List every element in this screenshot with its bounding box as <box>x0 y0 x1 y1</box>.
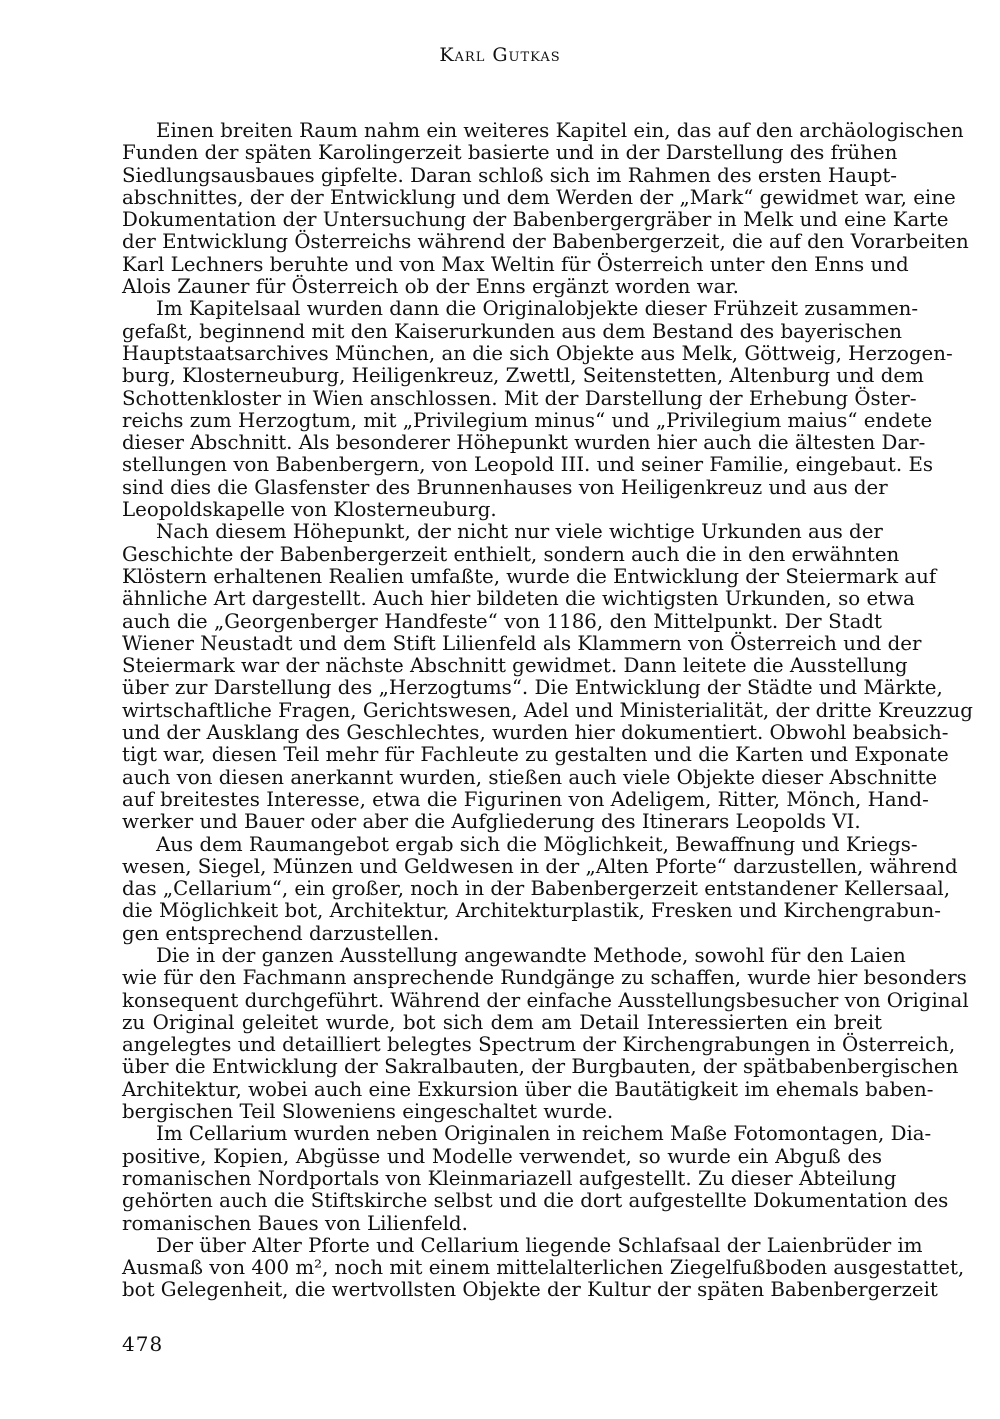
text-line: ähnliche Art dargestellt. Auch hier bildeten die wichtigsten Urkunden, so etwa <box>122 587 915 611</box>
text-line: zu Original geleitet wurde, bot sich dem am Detail Interessierten ein breit <box>122 1010 882 1034</box>
paragraph <box>122 119 969 299</box>
paragraph <box>122 943 969 1124</box>
text-line: gen entsprechend darzustellen. <box>122 921 440 945</box>
text-line: Nach diesem Höhepunkt, der nicht nur viele wichtige Urkunden aus der <box>156 520 883 544</box>
text-line: die Möglichkeit bot, Architektur, Architekturplastik, Fresken und Kirchengrabun- <box>122 899 941 923</box>
text-line: Leopoldskapelle von Klosterneuburg. <box>122 498 497 522</box>
text-line: bergischen Teil Sloweniens eingeschaltet wurde. <box>122 1100 614 1124</box>
text-line: burg, Klosterneuburg, Heiligenkreuz, Zwettl, Seitenstetten, Altenburg und dem <box>122 364 924 388</box>
text-line: Schottenkloster in Wien anschlossen. Mit der Darstellung der Erhebung Öster- <box>122 386 917 410</box>
text-line: abschnittes, der der Entwicklung und dem Werden der „Mark“ gewidmet war, eine <box>122 185 956 209</box>
text-line: romanischen Baues von Lilienfeld. <box>122 1211 468 1235</box>
text-line: Funden der späten Karolingerzeit basierte und in der Darstellung des frühen <box>122 141 898 165</box>
text-line: Hauptstaatsarchives München, an die sich Objekte aus Melk, Göttweig, Herzogen- <box>122 341 953 365</box>
text-line: auf breitestes Interesse, etwa die Figurinen von Adeligem, Ritter, Mönch, Hand- <box>122 787 929 811</box>
text-line: Architektur, wobei auch eine Exkursion über die Bautätigkeit im ehemals baben- <box>122 1077 934 1101</box>
text-line: und der Ausklang des Geschlechtes, wurden hier dokumentiert. Obwohl beabsich- <box>122 721 949 745</box>
text-line: Karl Lechners beruhte und von Max Weltin für Österreich unter den Enns und <box>122 252 909 276</box>
text-line: Im Cellarium wurden neben Originalen in reichem Maße Fotomontagen, Dia- <box>156 1122 932 1146</box>
text-line: Steiermark war der nächste Abschnitt gewidmet. Dann leitete die Ausstellung <box>122 654 908 678</box>
text-line: auch von diesen anerkannt wurden, stießen auch viele Objekte dieser Abschnitte <box>122 765 938 789</box>
text-line: tigt war, diesen Teil mehr für Fachleute zu gestalten und die Karten und Exponate <box>122 743 949 767</box>
text-line: der Entwicklung Österreichs während der Babenbergerzeit, die auf den Vorarbeiten <box>122 230 969 254</box>
paragraph <box>122 520 973 834</box>
text-line: sind dies die Glasfenster des Brunnenhauses von Heiligenkreuz und aus der <box>122 475 888 499</box>
text-line: Der über Alter Pforte und Cellarium liegende Schlafsaal der Laienbrüder im <box>156 1233 923 1257</box>
text-line: über zur Darstellung des „Herzogtums“. Die Entwicklung der Städte und Märkte, <box>122 676 943 700</box>
text-line: Einen breiten Raum nahm ein weiteres Kapitel ein, das auf den archäologischen <box>156 119 964 142</box>
text-line: dieser Abschnitt. Als besonderer Höhepunkt wurden hier auch die ältesten Dar- <box>122 431 926 455</box>
text-line: konsequent durchgeführt. Während der einfache Ausstellungsbesucher von Original <box>122 988 969 1012</box>
body-text <box>122 119 973 1302</box>
text-line: Wiener Neustadt und dem Stift Lilienfeld als Klammern von Österreich und der <box>122 631 922 655</box>
text-line: werker und Bauer oder aber die Aufgliederung des Itinerars Leopolds VI. <box>122 810 861 834</box>
text-line: angelegtes und detailliert belegtes Spectrum der Kirchengrabungen in Österreich, <box>122 1033 956 1057</box>
running-header: Karl Gutkas <box>439 44 561 66</box>
text-line: Klöstern erhaltenen Realien umfaßte, wurde die Entwicklung der Steiermark auf <box>122 564 937 588</box>
text-line: Siedlungsausbaues gipfelte. Daran schloß sich im Rahmen des ersten Haupt- <box>122 163 897 187</box>
paragraph <box>122 1233 965 1302</box>
text-line: das „Cellarium“, ein großer, noch in der Babenbergerzeit entstandener Kellersaal, <box>122 877 950 901</box>
paragraph <box>122 832 958 945</box>
text-line: über die Entwicklung der Sakralbauten, der Burgbauten, der spätbabenbergischen <box>122 1055 959 1079</box>
text-line: Im Kapitelsaal wurden dann die Originalobjekte dieser Frühzeit zusammen- <box>156 297 919 321</box>
text-line: Ausmaß von 400 m², noch mit einem mittelalterlichen Ziegelfußboden ausgestattet, <box>122 1256 965 1280</box>
text-line: stellungen von Babenbergern, von Leopold III. und seiner Familie, eingebaut. Es <box>122 453 934 477</box>
text-line: Alois Zauner für Österreich ob der Enns ergänzt worden war. <box>122 275 739 299</box>
text-line: gehörten auch die Stiftskirche selbst und die dort aufgestellte Dokumentation des <box>122 1189 949 1213</box>
text-line: bot Gelegenheit, die wertvollsten Objekte der Kultur der späten Babenbergerzeit <box>122 1278 938 1302</box>
text-line: positive, Kopien, Abgüsse und Modelle verwendet, so wurde ein Abguß des <box>122 1144 882 1168</box>
text-line: wirtschaftliche Fragen, Gerichtswesen, Adel und Ministerialität, der dritte Kreuzzug <box>122 698 973 722</box>
paragraph <box>122 1122 949 1235</box>
text-line: wesen, Siegel, Münzen und Geldwesen in der „Alten Pforte“ darzustellen, während <box>122 854 958 878</box>
text-line: wie für den Fachmann ansprechende Rundgänge zu schaffen, wurde hier besonders <box>122 966 967 990</box>
text-line: reichs zum Herzogtum, mit „Privilegium minus“ und „Privilegium maius“ endete <box>122 408 933 432</box>
text-line: Aus dem Raumangebot ergab sich die Möglichkeit, Bewaffnung und Kriegs- <box>156 832 918 856</box>
text-line: Geschichte der Babenbergerzeit enthielt, sondern auch die in den erwähnten <box>122 542 900 566</box>
text-line: gefaßt, beginnend mit den Kaiserurkunden aus dem Bestand des bayerischen <box>122 319 903 343</box>
text-line: auch die „Georgenberger Handfeste“ von 1186, den Mittelpunkt. Der Stadt <box>122 609 882 633</box>
text-line: Die in der ganzen Ausstellung angewandte Methode, sowohl für den Laien <box>156 943 906 967</box>
text-line: Dokumentation der Untersuchung der Babenbergergräber in Melk und eine Karte <box>122 208 949 232</box>
page-number: 478 <box>122 1332 164 1356</box>
paragraph <box>122 297 953 522</box>
text-line: romanischen Nordportals von Kleinmariazell aufgestellt. Zu dieser Abteilung <box>122 1166 897 1190</box>
